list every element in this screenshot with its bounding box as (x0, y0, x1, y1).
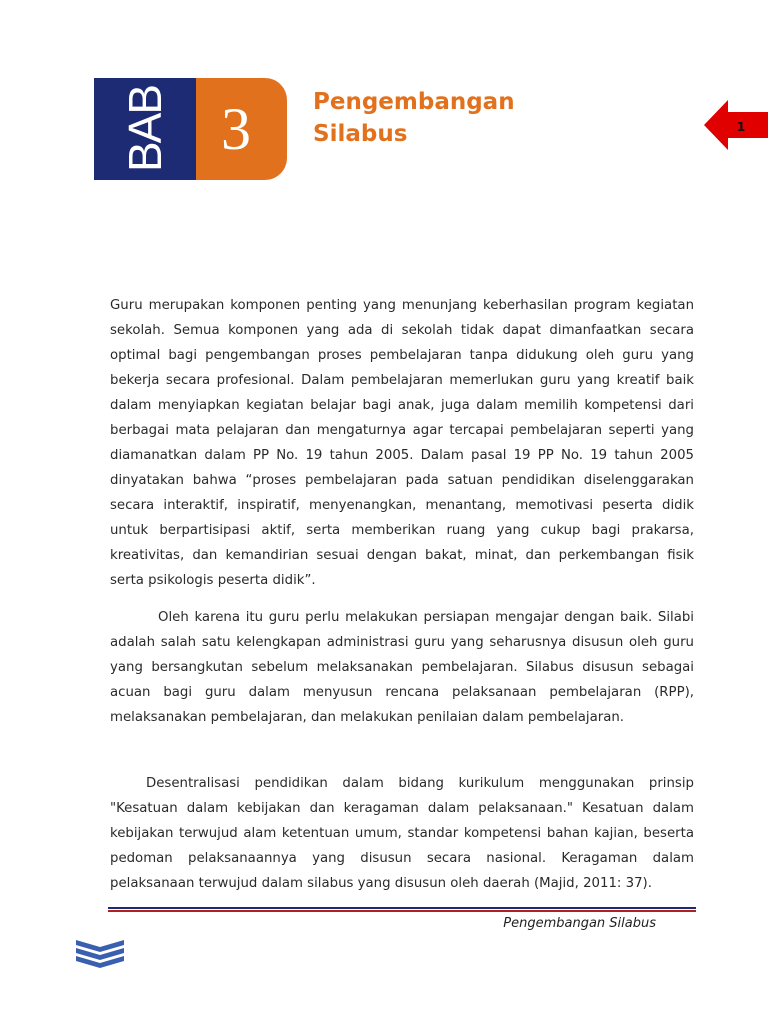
paragraph-3: Desentralisasi pendidikan dalam bidang kurikulum menggunakan prinsip "Kesatuan dalam kebijakan dan keragaman dalam pelaksanaan." Kesatuan dalam kebijakan terwujud alam ketentuan umum, standar kompetensi bahan kajian, beserta pedoman pelaksanaannya yang disusun secara nasional. Keragaman dalam pelaksanaan terwujud dalam silabus yang disusun oleh daerah (Majid, 2011: 37). (110, 776, 694, 891)
chapter-label-box (94, 78, 196, 180)
chapter-number-box (196, 78, 287, 180)
chapter-header-block (94, 78, 287, 180)
chevron-logo-icon (76, 938, 124, 968)
page-number: 1 (736, 120, 746, 134)
paragraph-1: Guru merupakan komponen penting yang menunjang keberhasilan program kegiatan sekolah. Semua komponen yang ada di sekolah tidak dapat dimanfaatkan secara optimal bagi pengembangan proses pembelajaran tanpa didukung oleh guru yang bekerja secara profesional. Dalam pembelajaran memerlukan guru yang kreatif baik dalam menyiapkan kegiatan belajar bagi anak, juga dalam memilih kompetensi dari berbagai mata pelajaran dan mengaturnya agar tercapai pembelajaran seperti yang diamanatkan dalam PP No. 19 tahun 2005. Dalam pasal 19 PP No. 19 tahun 2005 dinyatakan bahwa “proses pembelajaran pada satuan pendidikan diselenggarakan secara interaktif, inspiratif, menyenangkan, menantang, memotivasi peserta didik untuk berpartisipasi aktif, serta memberikan ruang yang cukup bagi prakarsa, kreativitas, dan kemandirian sesuai dengan bakat, minat, dan perkembangan fisik serta psikologis peserta didik”. (110, 298, 694, 588)
footer-title: Pengembangan Silabus (503, 916, 656, 931)
paragraph-2: Oleh karena itu guru perlu melakukan persiapan mengajar dengan baik. Silabi adalah salah satu kelengkapan administrasi guru yang seharusnya disusun oleh guru yang bersangkutan sebelum melaksanakan pembelajaran. Silabus disusun sebagai acuan bagi guru dalam menyusun rencana pelaksanaan pembelajaran (RPP), melaksanakan pembelajaran, dan melakukan penilaian dalam pembelajaran. (110, 610, 694, 725)
chapter-label: BAB (119, 85, 171, 173)
footer-divider (108, 907, 696, 915)
document-body (110, 293, 694, 896)
chapter-title (313, 86, 613, 150)
chapter-title-line-1: Pengembangan (313, 89, 515, 115)
chapter-title-line-2: Silabus (313, 121, 408, 147)
chapter-number: 3 (221, 96, 251, 162)
